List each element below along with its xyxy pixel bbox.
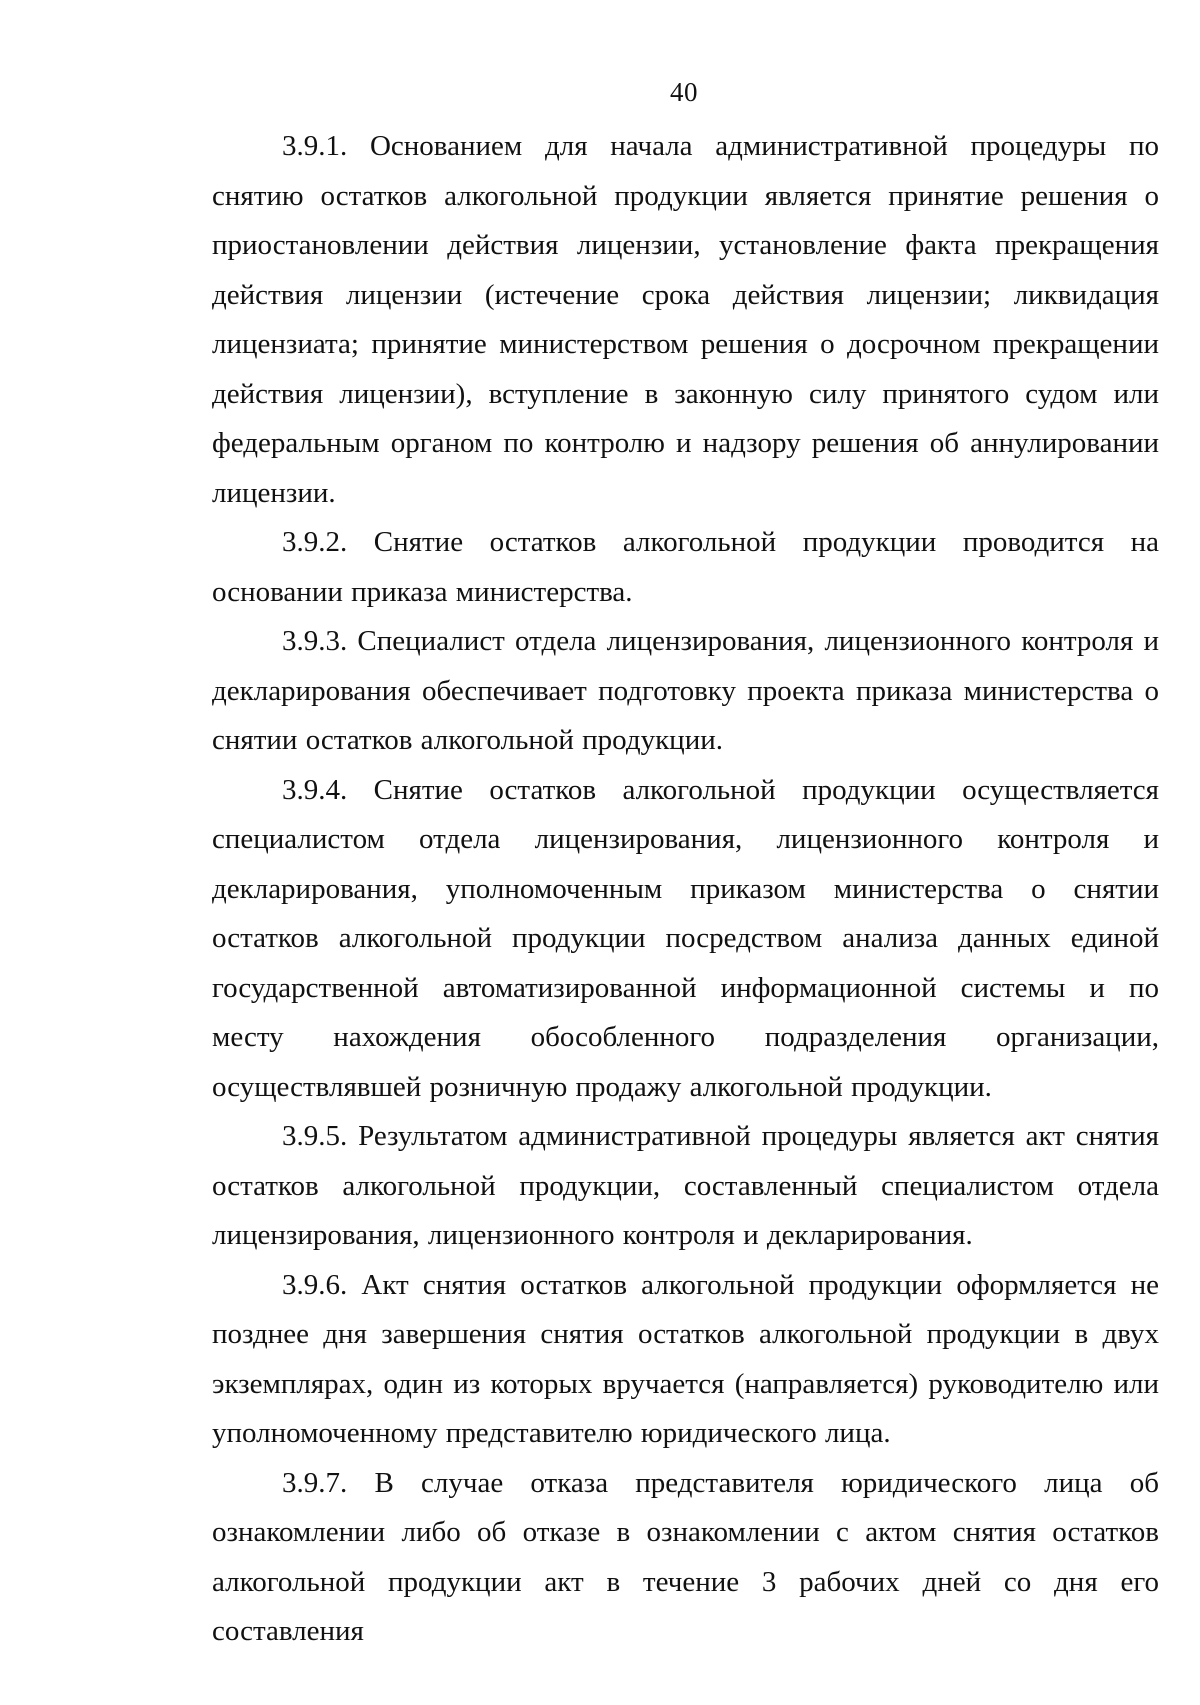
paragraph-3-9-3: 3.9.3. Специалист отдела лицензирования, лицензионного контроля и декларирования обеспечивает подготовку проекта приказа министерства о снятии остатков алкогольной продукции. [212,625,1159,756]
paragraph-3-9-6: 3.9.6. Акт снятия остатков алкогольной продукции оформляется не позднее дня завершения снятия остатков алкогольной продукции в двух экземплярах, один из которых вручается (направляется) руководителю или уполномоченному представителю юридического лица. [212,1268,1159,1449]
document-body [212,122,1159,1657]
page-number: 40 [670,77,698,107]
paragraph-3-9-2: 3.9.2. Снятие остатков алкогольной продукции проводится на основании приказа министерства. [212,526,1159,608]
paragraph-3-9-7: 3.9.7. В случае отказа представителя юридического лица об ознакомлении либо об отказе в ознакомлении с актом снятия остатков алкогольной продукции акт в течение 3 рабочих дней со дня его составления [212,1466,1159,1647]
paragraph-3-9-4: 3.9.4. Снятие остатков алкогольной продукции осуществляется специалистом отдела лицензирования, лицензионного контроля и декларирования, уполномоченным приказом министерства о снятии остатков алкогольной продукции посредством анализа данных единой государственной автоматизированной информационной системы и по месту нахождения обособленного подразделения организации, осуществлявшей розничную продажу алкогольной продукции. [212,773,1159,1103]
paragraph-3-9-1: 3.9.1. Основанием для начала административной процедуры по снятию остатков алкогольной продукции является принятие решения о приостановлении действия лицензии, установление факта прекращения действия лицензии (истечение срока действия лицензии; ликвидация лицензиата; принятие министерством решения о досрочном прекращении действия лицензии), вступление в законную силу принятого судом или федеральным органом по контролю и надзору решения об аннулировании лицензии. [212,130,1159,509]
paragraph-3-9-5: 3.9.5. Результатом административной процедуры является акт снятия остатков алкогольной продукции, составленный специалистом отдела лицензирования, лицензионного контроля и декларирования. [212,1120,1159,1251]
